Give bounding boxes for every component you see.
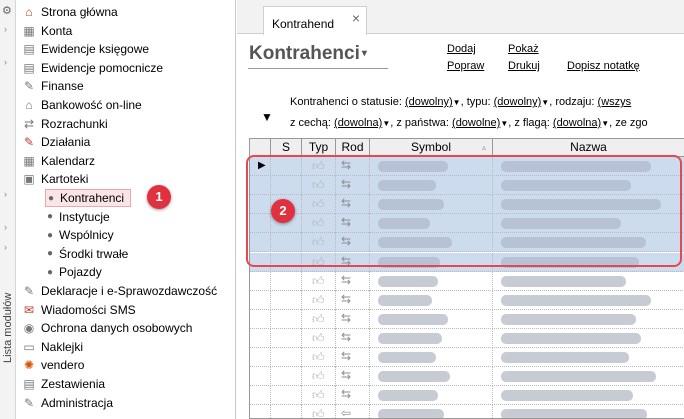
type-icon: 👍︎: [312, 197, 325, 212]
sidebar-item-label: vendero: [41, 358, 85, 373]
sidebar-item-label: Wspólnicy: [59, 228, 114, 243]
redacted-text: [378, 314, 448, 325]
sidebar-item-label: Naklejki: [41, 339, 84, 354]
table-row[interactable]: [250, 405, 684, 419]
records-icon: ▣: [23, 172, 35, 187]
calendar-icon: ▦: [23, 153, 35, 168]
redacted-text: [378, 409, 444, 419]
sidebar-item-label: Działania: [41, 135, 91, 150]
table-cell: [271, 329, 302, 348]
step-badge-1: 1: [147, 185, 171, 209]
edit-link[interactable]: Popraw: [447, 60, 485, 72]
admin-icon: ✎: [23, 395, 35, 410]
kind-arrows-icon: ⇆: [341, 234, 352, 249]
chevron-right-icon[interactable]: ›: [4, 24, 7, 34]
sidebar-subitem[interactable]: [45, 263, 102, 281]
table-cell: [271, 291, 302, 310]
kind-arrows-icon: ⇆: [341, 368, 352, 383]
feature-filter[interactable]: (dowolna): [334, 117, 383, 129]
table-cell: [493, 405, 684, 419]
sidebar-item-label: Konta: [41, 23, 73, 38]
sidebar-item[interactable]: [21, 282, 217, 300]
sidebar-item[interactable]: [21, 77, 84, 95]
sidebar-item[interactable]: [21, 338, 83, 356]
module-list-label[interactable]: Lista modułów: [2, 292, 14, 363]
sidebar-item-label: Strona główna: [41, 5, 118, 19]
sidebar-item-label: Środki trwałe: [59, 246, 129, 261]
type-icon: 👍︎: [312, 369, 325, 384]
kind-arrows-icon: ⇆: [341, 329, 352, 344]
sort-icon: ▵: [481, 143, 486, 152]
sidebar-item[interactable]: [21, 115, 108, 133]
dropdown-icon[interactable]: ▼: [541, 98, 550, 107]
sidebar-item-label: Zestawienia: [41, 377, 106, 391]
chevron-down-icon[interactable]: ▾: [361, 48, 367, 60]
table-cell: [250, 329, 271, 348]
table-cell: [370, 329, 493, 348]
sidebar-item[interactable]: [21, 394, 113, 412]
kind-arrows-icon: ⇆: [341, 291, 352, 306]
sidebar-item-label: Finanse: [41, 79, 84, 94]
tab-bar: [237, 0, 684, 34]
type-icon: 👍︎: [312, 292, 325, 307]
table-cell: [336, 291, 370, 310]
table-cell: [302, 367, 336, 386]
status-filter[interactable]: (dowolny): [404, 96, 453, 108]
sidebar-item-label: Wiadomości SMS: [41, 302, 136, 317]
table-cell: [370, 367, 493, 386]
sidebar-item-label: Ochrona danych osobowych: [41, 321, 193, 336]
title-divider: [248, 68, 388, 69]
ledger-icon: ▤: [23, 42, 35, 57]
sidebar-item[interactable]: [21, 40, 149, 58]
table-cell: [370, 348, 493, 367]
table-cell: [271, 272, 302, 291]
dropdown-icon[interactable]: ▼: [452, 98, 461, 107]
filter-row-2: z cechą: (dowolna)▼, z państwa: (dowolne)▼, z flagą: (dowolna)▼, ze zgo: [290, 117, 648, 129]
bullet-icon: ●: [46, 211, 54, 223]
sidebar-item[interactable]: [21, 152, 95, 170]
column-header-nazwa[interactable]: Nazwa: [493, 139, 684, 157]
close-icon[interactable]: ×: [351, 10, 360, 26]
column-header-rod[interactable]: Rod: [336, 139, 370, 157]
redacted-text: [378, 371, 450, 382]
table-row[interactable]: [250, 329, 684, 348]
current-row-icon: ▶: [258, 160, 266, 171]
stickers-icon: ▭: [23, 339, 35, 354]
kind-filter[interactable]: (wszys: [597, 96, 632, 108]
table-cell: [336, 329, 370, 348]
table-cell: [271, 386, 302, 405]
chevron-right-icon[interactable]: ›: [4, 189, 7, 199]
selection-highlight: [246, 155, 682, 267]
sidebar-item-label: Pojazdy: [59, 265, 102, 280]
redacted-text: [378, 295, 432, 306]
sidebar-subitem[interactable]: [45, 226, 114, 244]
sidebar-item[interactable]: [21, 375, 105, 393]
table-cell: [302, 310, 336, 329]
redacted-text: [378, 390, 438, 401]
dropdown-icon[interactable]: ▼: [500, 119, 509, 128]
redacted-text: [501, 295, 651, 306]
sidebar-item[interactable]: [21, 96, 142, 114]
sidebar-subitem[interactable]: [45, 208, 110, 226]
sidebar-item-label: Administracja: [41, 395, 114, 410]
sidebar-item-label: Instytucje: [59, 209, 110, 224]
table-row[interactable]: [250, 348, 684, 367]
sidebar-item[interactable]: [21, 301, 136, 319]
accounts-icon: ▦: [23, 23, 35, 38]
print-link[interactable]: Drukuj: [508, 60, 540, 72]
redacted-text: [501, 276, 626, 287]
table-cell: [370, 386, 493, 405]
table-cell: [370, 291, 493, 310]
redacted-text: [501, 333, 641, 344]
table-cell: [250, 310, 271, 329]
type-icon: 👍︎: [312, 330, 325, 345]
sidebar-item[interactable]: [21, 133, 90, 151]
kind-arrows-icon: ⇆: [341, 158, 352, 172]
bullet-icon: ●: [46, 229, 54, 241]
table-cell: [250, 348, 271, 367]
sidebar-item-label: Ewidencje pomocnicze: [41, 60, 164, 75]
sidebar-item-label: Bankowość on-line: [41, 98, 142, 112]
dropdown-icon[interactable]: ▼: [382, 119, 391, 128]
sidebar-item-label: Kalendarz: [41, 153, 96, 168]
table-cell: [250, 272, 271, 291]
table-cell: [370, 310, 493, 329]
table-row[interactable]: [250, 367, 684, 386]
table-cell: [336, 405, 370, 419]
column-header-typ[interactable]: Typ: [302, 139, 336, 157]
table-cell: [336, 348, 370, 367]
sidebar-item-label: Deklaracje i e-Sprawozdawczość: [41, 284, 218, 298]
kind-arrows-icon: ⇦: [341, 406, 352, 419]
sidebar-item[interactable]: [21, 319, 192, 337]
sidebar: [17, 0, 236, 419]
kind-arrows-icon: ⇆: [341, 196, 352, 211]
sidebar-item-label: Kartoteki: [41, 172, 89, 187]
table-cell: [302, 272, 336, 291]
chevron-right-icon[interactable]: ›: [4, 57, 7, 67]
table-cell: [271, 310, 302, 329]
gear-icon[interactable]: ⚙: [2, 5, 12, 17]
table-cell: [493, 367, 684, 386]
table-cell: [271, 348, 302, 367]
table-cell: [271, 405, 302, 419]
table-cell: [302, 329, 336, 348]
page-title[interactable]: Kontrahenci ▾: [249, 43, 367, 64]
sidebar-item-label: Kontrahenci: [60, 191, 125, 205]
type-icon: 👍︎: [312, 254, 325, 269]
add-note-link[interactable]: Dopisz notatkę: [567, 60, 640, 72]
home-icon: ⌂: [25, 5, 33, 19]
sidebar-item[interactable]: [21, 22, 72, 40]
show-link[interactable]: Pokaż: [508, 43, 539, 55]
table-cell: [493, 310, 684, 329]
table-cell: [271, 367, 302, 386]
type-icon: 👍︎: [312, 388, 325, 403]
table-row[interactable]: [250, 291, 684, 310]
table-cell: [336, 272, 370, 291]
redacted-text: [501, 352, 629, 363]
redacted-text: [501, 314, 636, 325]
type-icon: 👍︎: [312, 235, 325, 250]
declarations-icon: ✎: [23, 284, 35, 298]
type-icon: 👍︎: [312, 178, 325, 193]
table-cell: [250, 367, 271, 386]
table-row[interactable]: [250, 386, 684, 405]
settlements-icon: ⇄: [23, 116, 35, 131]
bullet-icon: ●: [47, 192, 55, 204]
redacted-text: [501, 409, 647, 419]
bullet-icon: ●: [46, 248, 54, 260]
table-cell: [250, 386, 271, 405]
column-header-symbol[interactable]: Symbol ▵: [370, 139, 493, 157]
sidebar-subitem[interactable]: [45, 189, 131, 207]
table-cell: [493, 329, 684, 348]
sidebar-item[interactable]: [21, 170, 88, 188]
bank-icon: ⌂: [25, 98, 33, 112]
flag-filter[interactable]: (dowolna): [552, 117, 602, 129]
bullet-icon: ●: [46, 266, 54, 278]
redacted-text: [501, 371, 656, 382]
redacted-text: [378, 352, 436, 363]
sidebar-item-label: Ewidencje księgowe: [41, 42, 150, 57]
finance-icon: ✎: [23, 79, 35, 94]
table-cell: [493, 272, 684, 291]
kind-arrows-icon: ⇆: [341, 310, 352, 325]
type-icon: 👍︎: [312, 273, 325, 288]
actions-icon: ✎: [23, 135, 35, 150]
type-icon: 👍︎: [312, 311, 325, 326]
filter-row-1: Kontrahenci o statusie: (dowolny)▼, typu: (dowolny)▼, rodzaju: (wszys: [290, 96, 632, 108]
kind-arrows-icon: ⇆: [341, 272, 352, 287]
sidebar-item[interactable]: [21, 3, 118, 21]
dropdown-icon[interactable]: ▼: [601, 119, 610, 128]
kind-arrows-icon: ⇆: [341, 387, 352, 402]
type-filter[interactable]: (dowolny): [493, 96, 542, 108]
sidebar-subitem[interactable]: [45, 245, 128, 263]
type-icon: 👍︎: [312, 350, 325, 364]
table-cell: [250, 291, 271, 310]
table-cell: [302, 386, 336, 405]
table-cell: [336, 386, 370, 405]
chevron-right-icon[interactable]: ›: [4, 242, 7, 252]
type-icon: 👍︎: [312, 216, 325, 231]
kind-arrows-icon: ⇆: [341, 253, 352, 268]
kind-arrows-icon: ⇆: [341, 215, 352, 230]
vendero-icon: ✺: [23, 358, 35, 373]
redacted-text: [501, 390, 633, 401]
table-cell: [370, 272, 493, 291]
table-cell: [302, 291, 336, 310]
reports-icon: ▤: [23, 377, 35, 391]
type-icon: 👍︎: [312, 159, 325, 173]
kind-arrows-icon: ⇆: [341, 349, 352, 363]
type-icon: 👍︎: [312, 407, 325, 419]
filter-toggle-icon[interactable]: ▼: [261, 110, 273, 124]
sidebar-item[interactable]: [21, 59, 163, 77]
module-strip[interactable]: [0, 0, 16, 419]
sidebar-item-label: Rozrachunki: [41, 116, 108, 131]
table-cell: [336, 310, 370, 329]
table-cell: [370, 405, 493, 419]
table-cell: [250, 405, 271, 419]
step-badge-2: 2: [271, 199, 295, 223]
chevron-right-icon[interactable]: ›: [4, 222, 7, 232]
tab-kontrahenci[interactable]: Kontrahend ×: [263, 6, 367, 35]
table-cell: [493, 386, 684, 405]
add-link[interactable]: Dodaj: [447, 43, 476, 55]
aux-ledger-icon: ▤: [23, 60, 35, 75]
sms-icon: ✉: [23, 302, 35, 317]
redacted-text: [378, 276, 438, 287]
table-cell: [302, 405, 336, 419]
column-header-s[interactable]: S: [271, 139, 302, 157]
table-cell: [493, 291, 684, 310]
privacy-icon: ◉: [23, 321, 35, 336]
country-filter[interactable]: (dowolne): [452, 117, 501, 129]
table-cell: [336, 367, 370, 386]
table-row[interactable]: [250, 310, 684, 329]
table-cell: [302, 348, 336, 367]
table-cell: [493, 348, 684, 367]
kind-arrows-icon: ⇆: [341, 177, 352, 192]
redacted-text: [378, 333, 442, 344]
sidebar-item[interactable]: [21, 356, 84, 374]
table-row[interactable]: [250, 272, 684, 291]
